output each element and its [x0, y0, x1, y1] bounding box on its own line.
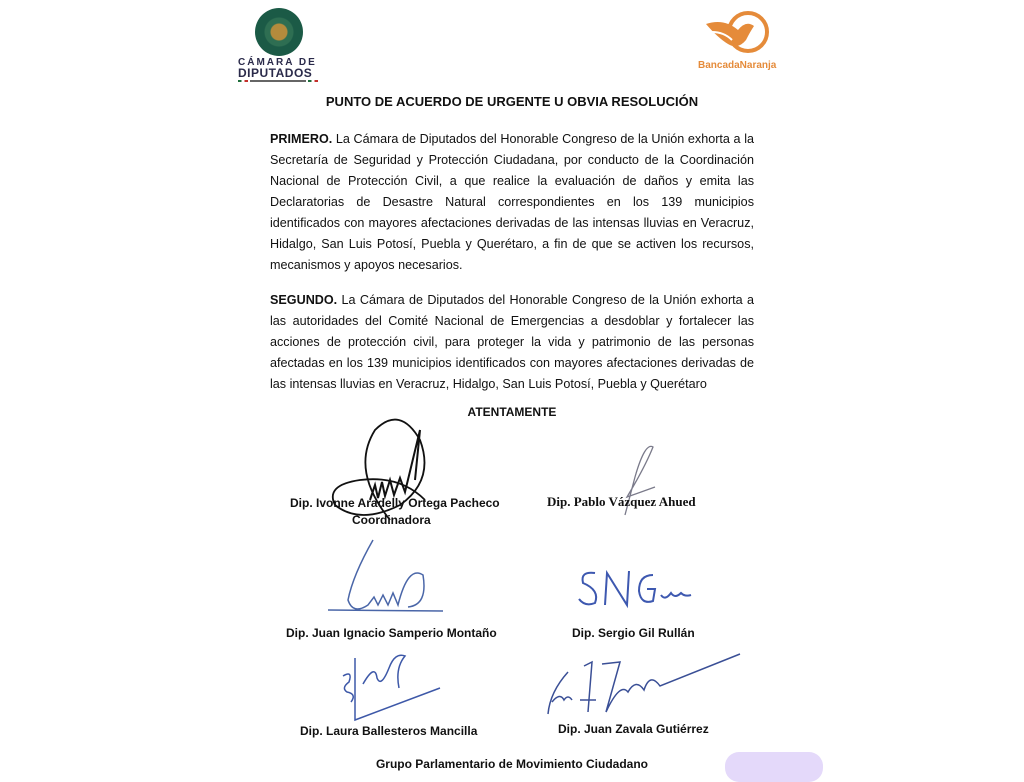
logo-line-2: DIPUTADOS: [238, 66, 313, 80]
signature-gil-rullan: [575, 565, 695, 620]
paragraph-segundo: [270, 290, 754, 395]
signatory-name: Dip. Pablo Vázquez Ahued: [547, 494, 696, 509]
document-title: PUNTO DE ACUERDO DE URGENTE U OBVIA RESOLUCIÓN: [325, 94, 699, 109]
signatory-role: Coordinadora: [352, 513, 431, 527]
paragraph-lead: PRIMERO.: [270, 132, 333, 146]
signatory-name: Dip. Juan Ignacio Samperio Montaño: [286, 626, 497, 640]
bird-icon: [702, 10, 782, 58]
closing-salutation: ATENTAMENTE: [467, 405, 557, 419]
signature-ballesteros-mancilla: [335, 648, 445, 728]
signatory-name: Dip. Laura Ballesteros Mancilla: [300, 724, 478, 738]
signature-samperio-montano: [328, 535, 448, 630]
signatory-name: Dip. Ivonne Aradelly Ortega Pacheco: [290, 496, 500, 510]
footer-group: Grupo Parlamentario de Movimiento Ciudadano: [375, 757, 649, 771]
bancada-naranja-logo: [692, 10, 792, 80]
camara-de-diputados-logo: [236, 8, 326, 83]
brand-name: BancadaNaranja: [698, 60, 777, 71]
seal-icon: [255, 8, 303, 56]
signatory-name: Dip. Sergio Gil Rullán: [572, 626, 695, 640]
overlay-badge: [725, 752, 823, 782]
logo-line-1: CÁMARA DE: [238, 57, 317, 68]
signature-zavala-gutierrez: [540, 652, 740, 727]
logo-rule: [250, 80, 306, 82]
paragraph-text: La Cámara de Diputados del Honorable Congreso de la Unión exhorta a las autoridades del Comité Nacional de Emergencias a desdoblar y fortalecer las acciones de protección civil, para proteger la vida y patrimonio de las personas afectadas en los 139 municipios identificados con mayores afectaciones derivadas de las intensas lluvias en Veracruz, Hidalgo, San Luis Potosí, Puebla y Querétaro: [270, 293, 754, 391]
paragraph-primero: [270, 129, 754, 276]
flag-stripe: [308, 80, 318, 82]
signatory-name: Dip. Juan Zavala Gutiérrez: [558, 722, 709, 736]
paragraph-text: La Cámara de Diputados del Honorable Congreso de la Unión exhorta a la Secretaría de Seguridad y Protección Ciudadana, por conducto de la Coordinación Nacional de Protección Civil, a que realice la evaluación de daños y emita las Declaratorias de Desastre Natural correspondientes en los 139 municipios identificados con mayores afectaciones derivadas de las intensas lluvias en Veracruz, Hidalgo, San Luis Potosí, Puebla y Querétaro, a fin de que se activen los recursos, mecanismos y apoyos necesarios.: [270, 132, 754, 272]
paragraph-lead: SEGUNDO.: [270, 293, 338, 307]
flag-stripe: [238, 80, 248, 82]
